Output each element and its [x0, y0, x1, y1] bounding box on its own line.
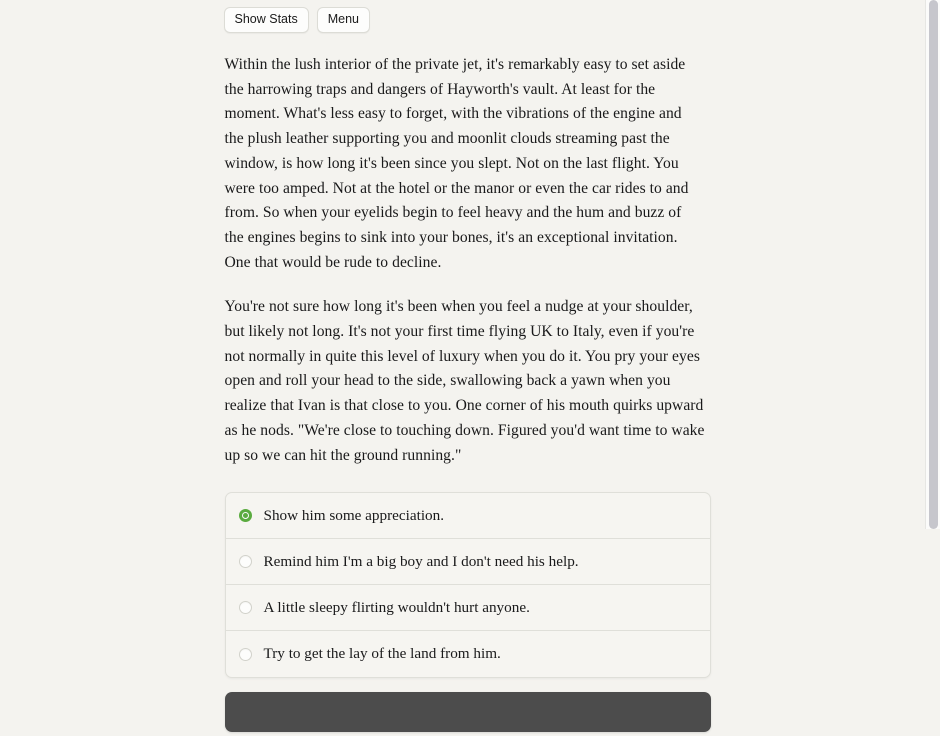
choice-option-2[interactable]: [226, 539, 710, 585]
toolbar: [220, 8, 706, 32]
vertical-scrollbar[interactable]: [925, 0, 940, 529]
choice-option-3-label: A little sleepy flirting wouldn't hurt anyone.: [263, 598, 530, 616]
choice-option-1-label: Show him some appreciation.: [263, 506, 445, 524]
radio-icon-selected[interactable]: [239, 509, 252, 522]
story-paragraph-2: You're not sure how long it's been when you feel a nudge at your shoulder, but likely not long. It's not your first time flying UK to Italy, even if you're not normally in quite this level of luxury when you do it. You pry your eyes open and roll your head to the side, swallowing back a yawn when you realize that Ivan is that close to you. One corner of his mouth quirks upward as he nods. "We're close to touching down. Figured you'd want time to wake up so we can hit the ground running.": [224, 298, 705, 464]
choice-option-3[interactable]: [226, 585, 710, 631]
story-paragraph-1: Within the lush interior of the private jet, it's remarkably easy to set aside the harrowing traps and dangers of Hayworth's vault. At least for the moment. What's less easy to forget, with the vibrations of the engine and the plush leather supporting you and moonlit clouds streaming past the window, is how long it's been since you slept. Not on the last flight. You were too amped. Not at the hotel or the manor or even the car rides to and from. So when your eyelids begin to feel heavy and the hum and buzz of the engines begins to sink into your bones, it's an exceptional invitation. One that would be rude to decline.: [224, 56, 689, 271]
menu-button[interactable]: Menu: [317, 7, 370, 33]
choice-option-4[interactable]: [226, 631, 710, 677]
radio-icon[interactable]: [239, 555, 252, 568]
choice-option-4-label: Try to get the lay of the land from him.: [263, 645, 501, 663]
radio-icon[interactable]: [239, 648, 252, 661]
choice-option-2-label: Remind him I'm a big boy and I don't need his help.: [263, 552, 579, 570]
radio-icon[interactable]: [239, 601, 252, 614]
content-column: [220, 0, 706, 736]
story-text: [220, 53, 706, 468]
show-stats-button[interactable]: Show Stats: [224, 7, 309, 33]
submit-choice-button[interactable]: [225, 692, 711, 732]
choice-option-1[interactable]: [226, 493, 710, 539]
scrollbar-thumb[interactable]: [929, 0, 938, 529]
choice-list: [225, 492, 711, 678]
